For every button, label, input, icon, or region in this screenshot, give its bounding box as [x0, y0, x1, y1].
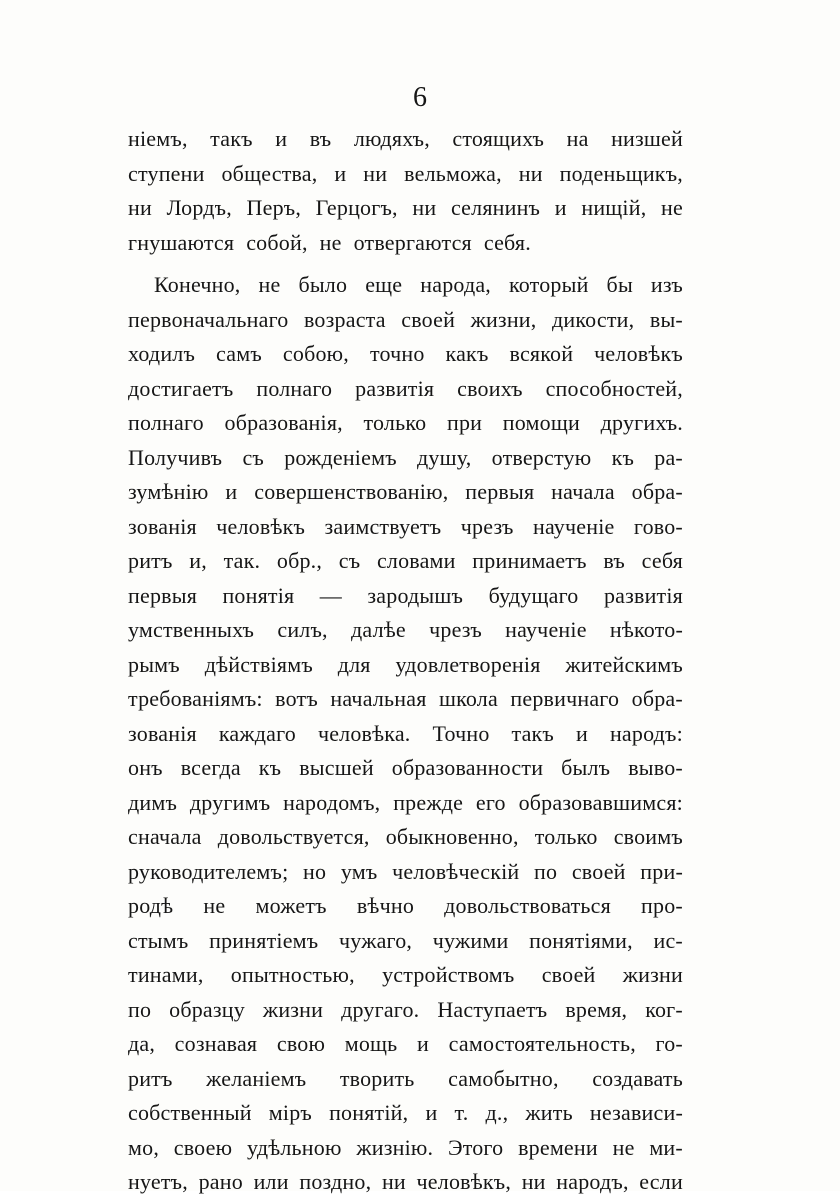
word: будущаго	[488, 582, 579, 608]
text-line	[128, 1096, 683, 1131]
word: собою,	[282, 341, 349, 366]
text-line	[128, 751, 683, 786]
word: всегда	[180, 755, 241, 780]
text-line	[128, 475, 683, 510]
word: какъ	[445, 341, 489, 366]
word: ни	[128, 195, 152, 220]
text-line	[128, 648, 683, 683]
page-number: 6	[413, 82, 427, 113]
word: селянинъ	[450, 195, 541, 220]
word: довольствуется,	[217, 824, 370, 849]
word: начальная	[330, 686, 427, 711]
word: времени	[518, 1134, 598, 1160]
word: чужаго,	[339, 927, 413, 953]
word: д.,	[485, 1100, 509, 1125]
word: своею	[173, 1134, 233, 1160]
word: устройствомъ	[382, 962, 515, 987]
word: своей	[571, 858, 626, 884]
word: всякой	[509, 341, 574, 366]
word: первоначальнаго	[128, 306, 289, 332]
word: обыкновенно,	[385, 824, 519, 849]
text-line	[128, 191, 683, 226]
word: родѣ	[128, 893, 174, 918]
text-line	[128, 889, 683, 924]
word: изъ	[650, 272, 683, 297]
word: удѣльною	[247, 1134, 342, 1160]
word: ра-	[654, 444, 683, 470]
word: и	[225, 479, 238, 504]
word: для	[337, 651, 371, 677]
word: первыя	[465, 479, 535, 504]
word: обр.,	[276, 548, 323, 573]
text-line	[128, 441, 683, 476]
text-line	[128, 613, 683, 648]
paragraph-2	[128, 268, 683, 1200]
word: опытностью,	[230, 962, 355, 987]
word: и	[417, 1031, 430, 1056]
word: съ	[338, 548, 361, 573]
word: да,	[128, 1031, 156, 1056]
word: Наступаетъ	[437, 996, 548, 1022]
paragraph-1	[128, 122, 683, 260]
word: словами	[376, 548, 456, 573]
word: чрезъ	[429, 617, 482, 642]
word: наученіе	[532, 513, 615, 539]
word: дѣйствіямъ	[204, 651, 313, 677]
word: нѣкото-	[609, 617, 683, 642]
word: высшей	[299, 755, 374, 780]
word: —	[319, 582, 342, 608]
word: ког-	[645, 996, 683, 1022]
word: рожденіемъ	[284, 444, 397, 470]
word: общества,	[221, 160, 318, 186]
text-line	[128, 820, 683, 855]
word: руководителемъ;	[128, 858, 289, 884]
word: Этого	[447, 1134, 504, 1160]
word: ни	[521, 1169, 546, 1194]
word: начала	[551, 479, 615, 504]
word: достигаетъ	[128, 375, 234, 401]
word: житейскимъ	[565, 651, 683, 677]
word: выво-	[628, 755, 683, 780]
word: и	[275, 126, 288, 151]
text-line	[128, 786, 683, 821]
word: людяхъ,	[353, 126, 430, 151]
word: можетъ	[255, 893, 327, 918]
word: Конечно,	[154, 272, 241, 297]
word: съ	[242, 444, 264, 470]
word: далѣе	[351, 617, 406, 642]
word: прежде	[393, 789, 464, 815]
word: ни	[518, 160, 543, 186]
word: въ	[603, 548, 625, 573]
word: образованія,	[224, 410, 343, 435]
word: чрезъ	[460, 513, 514, 539]
word: про-	[641, 893, 683, 918]
word: не	[319, 229, 342, 255]
word: жить	[525, 1100, 573, 1125]
word: другихъ.	[600, 410, 683, 435]
word: способностей,	[545, 375, 683, 401]
word: такъ	[511, 720, 555, 746]
word: удовлетворенія	[395, 651, 541, 677]
word: ни	[381, 1169, 406, 1194]
word: ис-	[653, 927, 683, 953]
word: гово-	[633, 513, 683, 539]
word: первичнаго	[510, 686, 620, 711]
word: и,	[189, 548, 207, 573]
word: желаніемъ	[206, 1065, 307, 1091]
word: точно	[369, 341, 425, 366]
text-line	[128, 303, 683, 338]
word: стоящихъ	[452, 126, 545, 151]
word: жизнію.	[356, 1134, 434, 1160]
text-line	[128, 157, 683, 192]
word: Получивъ	[128, 444, 223, 470]
word: совершенствованію,	[254, 479, 449, 504]
text-line	[128, 855, 683, 890]
text-line	[128, 924, 683, 959]
word: поденьщикъ,	[559, 160, 683, 186]
word: умъ	[340, 858, 378, 884]
word: требованіямъ:	[128, 686, 263, 711]
word: так.	[223, 548, 261, 573]
word: вѣчно	[356, 893, 415, 918]
word: самъ	[216, 341, 262, 366]
word: понятій,	[329, 1100, 409, 1125]
word: самостоятельность,	[448, 1031, 636, 1056]
text-line	[128, 717, 683, 752]
text-line	[128, 122, 683, 157]
word: создавать	[592, 1065, 683, 1091]
word: образцу	[169, 996, 245, 1022]
word: каждаго	[218, 720, 296, 746]
word: первыя	[128, 582, 198, 608]
text-line	[128, 958, 683, 993]
word: жизни,	[470, 306, 537, 332]
text-line	[128, 337, 683, 372]
text-line	[128, 406, 683, 441]
word: не	[612, 1134, 635, 1160]
word: школа	[438, 686, 498, 711]
body-text	[128, 122, 683, 1200]
word: отвергаются	[353, 229, 472, 255]
word: былъ	[561, 755, 611, 780]
word: по	[128, 996, 152, 1022]
word: Герцогъ,	[315, 195, 398, 220]
word: ходилъ	[128, 341, 196, 366]
word: къ	[611, 444, 635, 470]
word: принимаетъ	[472, 548, 587, 573]
word: ритъ	[128, 1065, 173, 1091]
word: отверстую	[491, 444, 592, 470]
word: другимъ	[189, 789, 271, 815]
word: народъ,	[556, 1169, 629, 1194]
word: бы	[606, 272, 633, 297]
word: народомъ,	[283, 789, 381, 815]
text-line	[128, 510, 683, 545]
word: и	[575, 720, 588, 746]
word: или	[253, 1169, 289, 1194]
word: собственный	[128, 1100, 252, 1125]
text-line	[128, 1165, 683, 1200]
word: своихъ	[457, 375, 523, 401]
word: независи-	[589, 1100, 683, 1125]
text-line	[128, 993, 683, 1028]
word: вельможа,	[404, 160, 502, 186]
text-line	[128, 579, 683, 614]
word: ни	[412, 195, 437, 220]
word: нищій,	[581, 195, 647, 220]
word: свою	[276, 1031, 326, 1056]
word: при-	[640, 858, 683, 884]
word: онъ	[128, 755, 163, 780]
word: къ	[258, 755, 282, 780]
word: но	[303, 858, 327, 884]
word: ми-	[649, 1134, 683, 1160]
word: жизни	[262, 996, 324, 1022]
word: тинами,	[128, 962, 204, 987]
word: полнаго	[128, 410, 204, 435]
word: при	[446, 410, 483, 435]
word: душу,	[417, 444, 472, 470]
word: поздно,	[299, 1169, 372, 1194]
word: зованія	[128, 720, 197, 746]
word: человѣкъ	[216, 513, 306, 539]
word: было	[298, 272, 348, 297]
word: творить	[339, 1065, 415, 1091]
word: ступени	[128, 160, 205, 186]
word: не	[258, 272, 281, 297]
word: другаго.	[341, 996, 420, 1022]
word: го-	[655, 1031, 683, 1056]
word: понятія	[222, 582, 295, 608]
word: сознавая	[174, 1031, 258, 1056]
word: время,	[565, 996, 628, 1022]
word: образовавшимся:	[518, 789, 683, 815]
word: если	[639, 1169, 683, 1194]
paragraph-gap	[128, 260, 683, 268]
word: жизни	[622, 962, 683, 987]
word: помощи	[502, 410, 580, 435]
word: зумѣнію	[128, 479, 209, 504]
word: міръ	[268, 1100, 312, 1125]
word: силъ,	[277, 617, 328, 642]
word: вотъ	[275, 686, 318, 711]
word: умственныхъ	[128, 617, 255, 642]
text-line	[128, 226, 683, 261]
word: по	[534, 858, 558, 884]
word: мощь	[344, 1031, 398, 1056]
word: дикости,	[552, 306, 635, 332]
word: только	[363, 410, 427, 435]
word: рано	[198, 1169, 243, 1194]
word: развитія	[603, 582, 683, 608]
word: димъ	[128, 789, 178, 815]
text-line	[128, 544, 683, 579]
text-line	[128, 1131, 683, 1166]
word: принятіемъ	[209, 927, 319, 953]
word: и	[334, 160, 347, 186]
word: въ	[309, 126, 332, 151]
word: обра-	[631, 686, 683, 711]
word: наученіе	[505, 617, 587, 642]
word: себя	[641, 548, 683, 573]
word: нуетъ,	[128, 1169, 188, 1194]
word: не	[661, 195, 683, 220]
word: его	[475, 789, 506, 815]
word: ритъ	[128, 548, 173, 573]
text-line	[128, 1027, 683, 1062]
word: образованности	[391, 755, 544, 780]
word: своей	[541, 962, 596, 987]
word: мо,	[128, 1134, 160, 1160]
word: заимствуетъ	[324, 513, 442, 539]
text-line	[128, 682, 683, 717]
word: своимъ	[613, 824, 683, 849]
word: ни	[363, 160, 388, 186]
text-line	[128, 372, 683, 407]
word: зародышъ	[367, 582, 464, 608]
word: самобытно,	[448, 1065, 559, 1091]
word: себя.	[483, 229, 531, 255]
word: сначала	[128, 824, 202, 849]
word: т.	[454, 1100, 469, 1125]
word: народъ:	[609, 720, 683, 746]
word: полнаго	[256, 375, 333, 401]
word: вы-	[649, 306, 683, 332]
word: такъ	[210, 126, 253, 151]
word: народа,	[420, 272, 492, 297]
word: Точно	[432, 720, 490, 746]
word: рымъ	[128, 651, 180, 677]
word: обра-	[631, 479, 683, 504]
word: стымъ	[128, 927, 189, 953]
word: на	[566, 126, 589, 151]
word: человѣческій	[392, 858, 520, 884]
word: своей	[401, 306, 456, 332]
word: собой,	[246, 229, 308, 255]
word: Перъ,	[246, 195, 302, 220]
word: еще	[365, 272, 403, 297]
word: развитія	[355, 375, 435, 401]
word: и	[554, 195, 567, 220]
word: который	[509, 272, 589, 297]
word: возраста	[304, 306, 386, 332]
word: Лордъ,	[166, 195, 232, 220]
word: человѣкъ	[594, 341, 683, 366]
word: и	[425, 1100, 438, 1125]
word: не	[203, 893, 226, 918]
text-line	[128, 268, 683, 303]
word: гнушаются	[128, 229, 235, 255]
word: только	[534, 824, 598, 849]
word: довольствоваться	[444, 893, 611, 918]
word: ніемъ,	[128, 126, 188, 151]
word: человѣкъ,	[416, 1169, 512, 1194]
word: понятіями,	[529, 927, 633, 953]
word: чужими	[432, 927, 509, 953]
word: человѣка.	[317, 720, 411, 746]
text-line	[128, 1062, 683, 1097]
word: низшей	[611, 126, 683, 151]
word: зованія	[128, 513, 197, 539]
